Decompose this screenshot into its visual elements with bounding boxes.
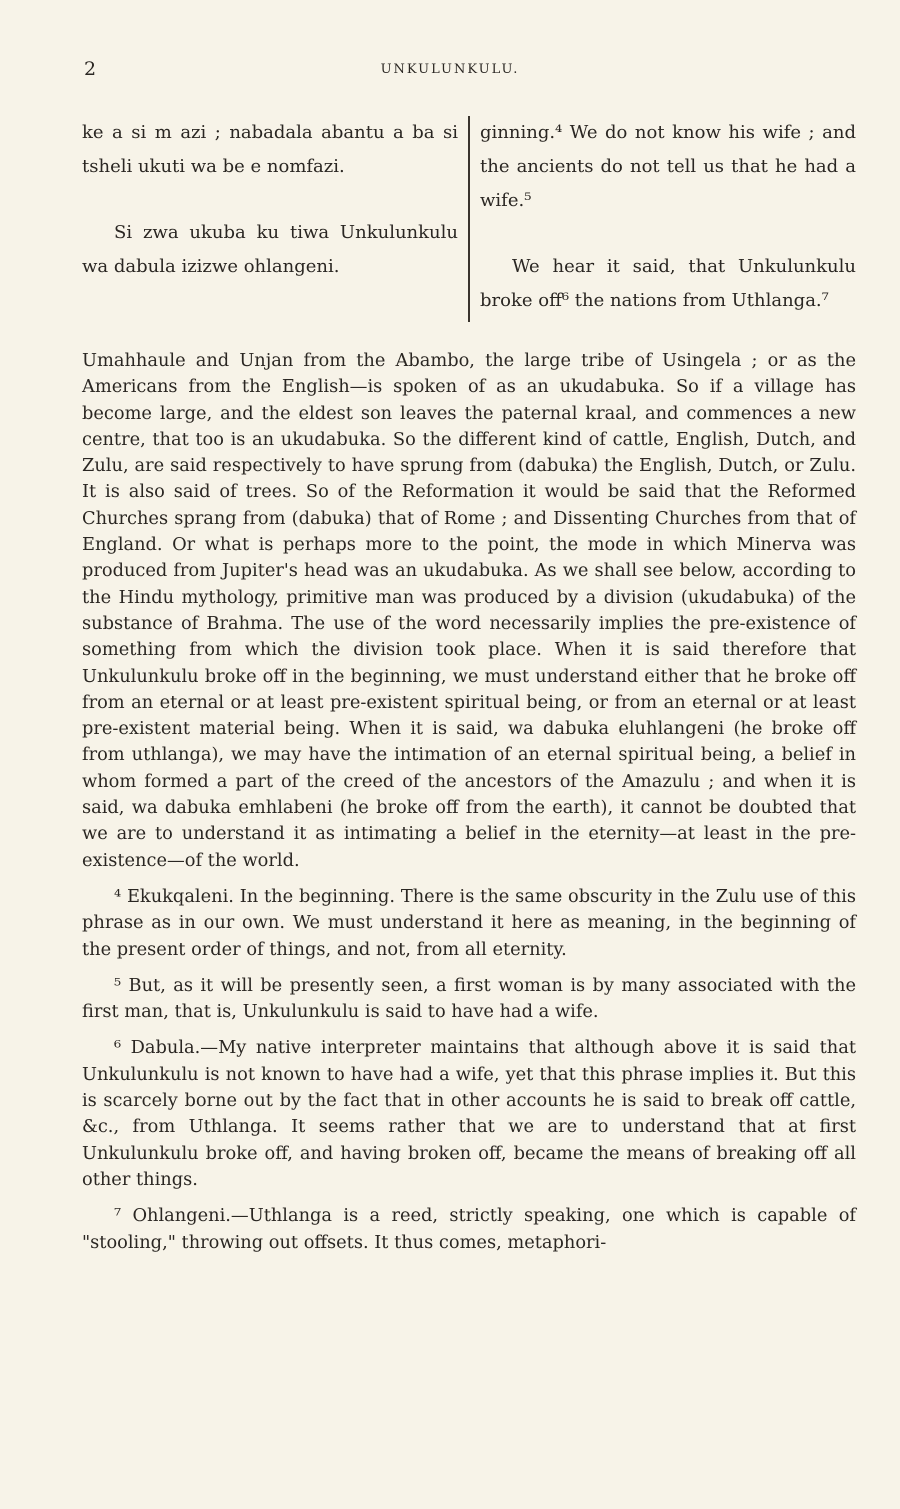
zulu-paragraph: Si zwa ukuba ku tiwa Unkulunkulu wa dabula izizwe ohlangeni. xyxy=(82,222,458,277)
english-paragraph: ginning.⁴ We do not know his wife ; and the ancients do not tell us that he had a wife.⁵ xyxy=(480,122,856,211)
english-column xyxy=(468,116,856,322)
footnote-4: ⁴ Ekukqaleni. In the beginning. There is the same obscurity in the Zulu use of this phrase as in our own. We must understand it here as meaning, in the beginning of the present order of things, and not, from all eternity. xyxy=(82,885,856,960)
footnote-6: ⁶ Dabula.—My native interpreter maintains that although above it is said that Unkulunkulu is not known to have had a wife, yet that this phrase implies it. But this is scarcely borne out by the fact that in other accounts he is said to break off cattle, &c., from Uthlanga. It seems rather that we are to understand that at first Unkulunkulu broke off, and having broken off, became the means of breaking off all other things. xyxy=(82,1037,856,1190)
zulu-paragraph: ke a si m azi ; nabadala abantu a ba si tsheli ukuti wa be e nomfazi. xyxy=(82,122,458,177)
footnote-7: ⁷ Ohlangeni.—Uthlanga is a reed, strictly speaking, one which is capable of "stooling," throwing out offsets. It thus comes, metaphori- xyxy=(82,1205,856,1253)
zulu-column xyxy=(82,116,468,322)
page-number: 2 xyxy=(84,58,97,80)
footnotes-section xyxy=(82,348,856,1256)
running-title: UNKULUNKULU. xyxy=(380,62,520,77)
footnote-5: ⁵ But, as it will be presently seen, a first woman is by many associated with the first man, that is, Unkulunkulu is said to have had a wife. xyxy=(82,974,856,1023)
continued-footnote: Umahhaule and Unjan from the Abambo, the large tribe of Usingela ; or as the Americans from the English—is spoken of as an ukudabuka. So if a village has become large, and the eldest son leaves the paternal kraal, and commences a new centre, that too is an ukudabuka. So the different kind of cattle, English, Dutch, and Zulu, are said respectively to have sprung from (dabuka) the English, Dutch, or Zulu. It is also said of trees. So of the Reformation it would be said that the Reformed Churches sprang from (dabuka) that of Rome ; and Dissenting Churches from that of England. Or what is perhaps more to the point, the mode in which Minerva was produced from Jupiter's head was an ukudabuka. As we shall see below, according to the Hindu mythology, primitive man was produced by a division (ukudabuka) of the substance of Brahma. The use of the word necessarily implies the pre-existence of something from which the division took place. When it is said therefore that Unkulunkulu broke off in the beginning, we must understand either that he broke off from an eternal or at least pre-existent spiritual being, or from an eternal or at least pre-existent material being. When it is said, wa dabuka eluhlangeni (he broke off from uthlanga), we may have the intimation of an eternal spiritual being, a belief in whom formed a part of the creed of the ancestors of the Amazulu ; and when it is said, wa dabuka emhlabeni (he broke off from the earth), it cannot be doubted that we are to understand it as intimating a belief in the eternity—at least in the pre-existence—of the world. xyxy=(82,350,856,871)
english-paragraph: We hear it said, that Unkulunkulu broke off⁶ the nations from Uthlanga.⁷ xyxy=(480,256,856,311)
parallel-columns xyxy=(82,116,856,322)
